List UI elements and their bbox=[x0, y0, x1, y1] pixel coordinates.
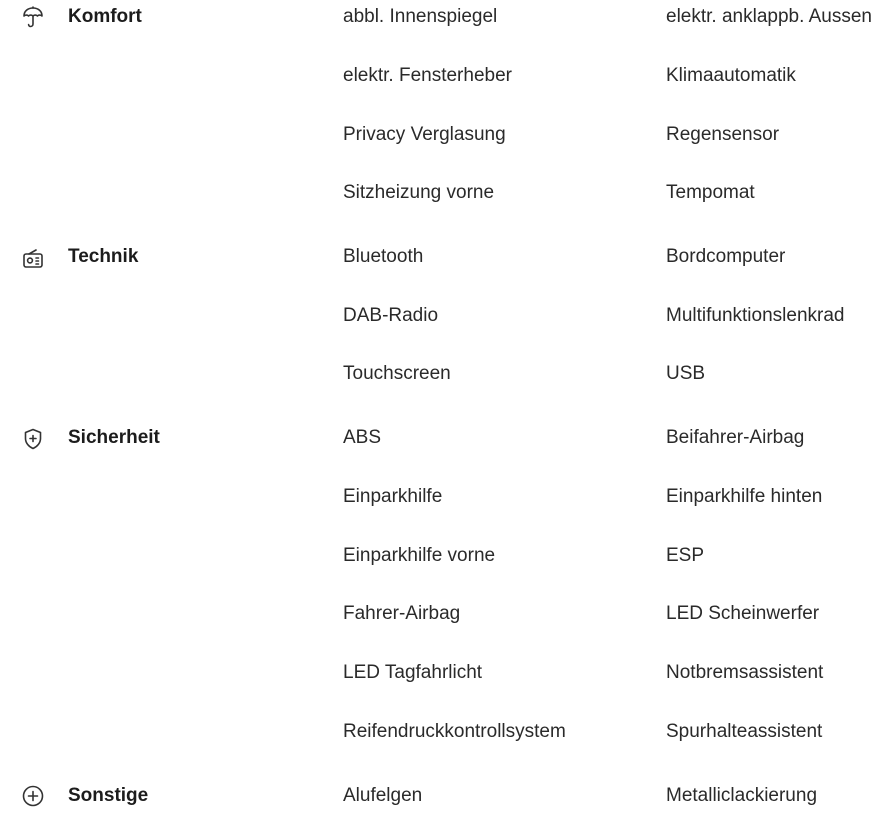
feature-item: Multifunktionslenkrad bbox=[666, 305, 845, 326]
feature-item: Reifendruckkontrollsystem bbox=[343, 721, 566, 742]
feature-item: DAB-Radio bbox=[343, 305, 439, 326]
feature-item: abbl. Innenspiegel bbox=[343, 6, 498, 27]
feature-item: USB bbox=[666, 363, 706, 384]
category-title: Sonstige bbox=[68, 785, 149, 806]
feature-item: Fahrer-Airbag bbox=[343, 603, 461, 624]
feature-item: Notbremsassistent bbox=[666, 662, 824, 683]
feature-item: Klimaautomatik bbox=[666, 65, 796, 86]
feature-item: LED Tagfahrlicht bbox=[343, 662, 483, 683]
category-title: Sicherheit bbox=[68, 427, 160, 448]
feature-item: Einparkhilfe hinten bbox=[666, 486, 823, 507]
plus-circle-icon bbox=[21, 784, 45, 808]
umbrella-icon bbox=[21, 5, 45, 29]
feature-item: Tempomat bbox=[666, 182, 755, 203]
feature-item: ESP bbox=[666, 545, 705, 566]
feature-item: Touchscreen bbox=[343, 363, 451, 384]
feature-item: LED Scheinwerfer bbox=[666, 603, 820, 624]
feature-item: Bordcomputer bbox=[666, 246, 786, 267]
feature-item: Spurhalteassistent bbox=[666, 721, 823, 742]
category-title: Technik bbox=[68, 246, 139, 267]
shield-plus-icon bbox=[21, 427, 45, 451]
feature-item: Privacy Verglasung bbox=[343, 124, 506, 145]
feature-item: Einparkhilfe vorne bbox=[343, 545, 496, 566]
feature-item: Sitzheizung vorne bbox=[343, 182, 495, 203]
feature-item: Beifahrer-Airbag bbox=[666, 427, 805, 448]
feature-item: Einparkhilfe bbox=[343, 486, 443, 507]
category-title: Komfort bbox=[68, 6, 142, 27]
feature-item: elektr. Fensterheber bbox=[343, 65, 512, 86]
radio-icon bbox=[21, 247, 45, 271]
feature-item: Regensensor bbox=[666, 124, 780, 145]
feature-item: ABS bbox=[343, 427, 382, 448]
feature-item: Alufelgen bbox=[343, 785, 423, 806]
feature-item: Bluetooth bbox=[343, 246, 424, 267]
feature-item: Metalliclackierung bbox=[666, 785, 818, 806]
feature-item: elektr. anklappb. Aussen bbox=[666, 6, 872, 27]
